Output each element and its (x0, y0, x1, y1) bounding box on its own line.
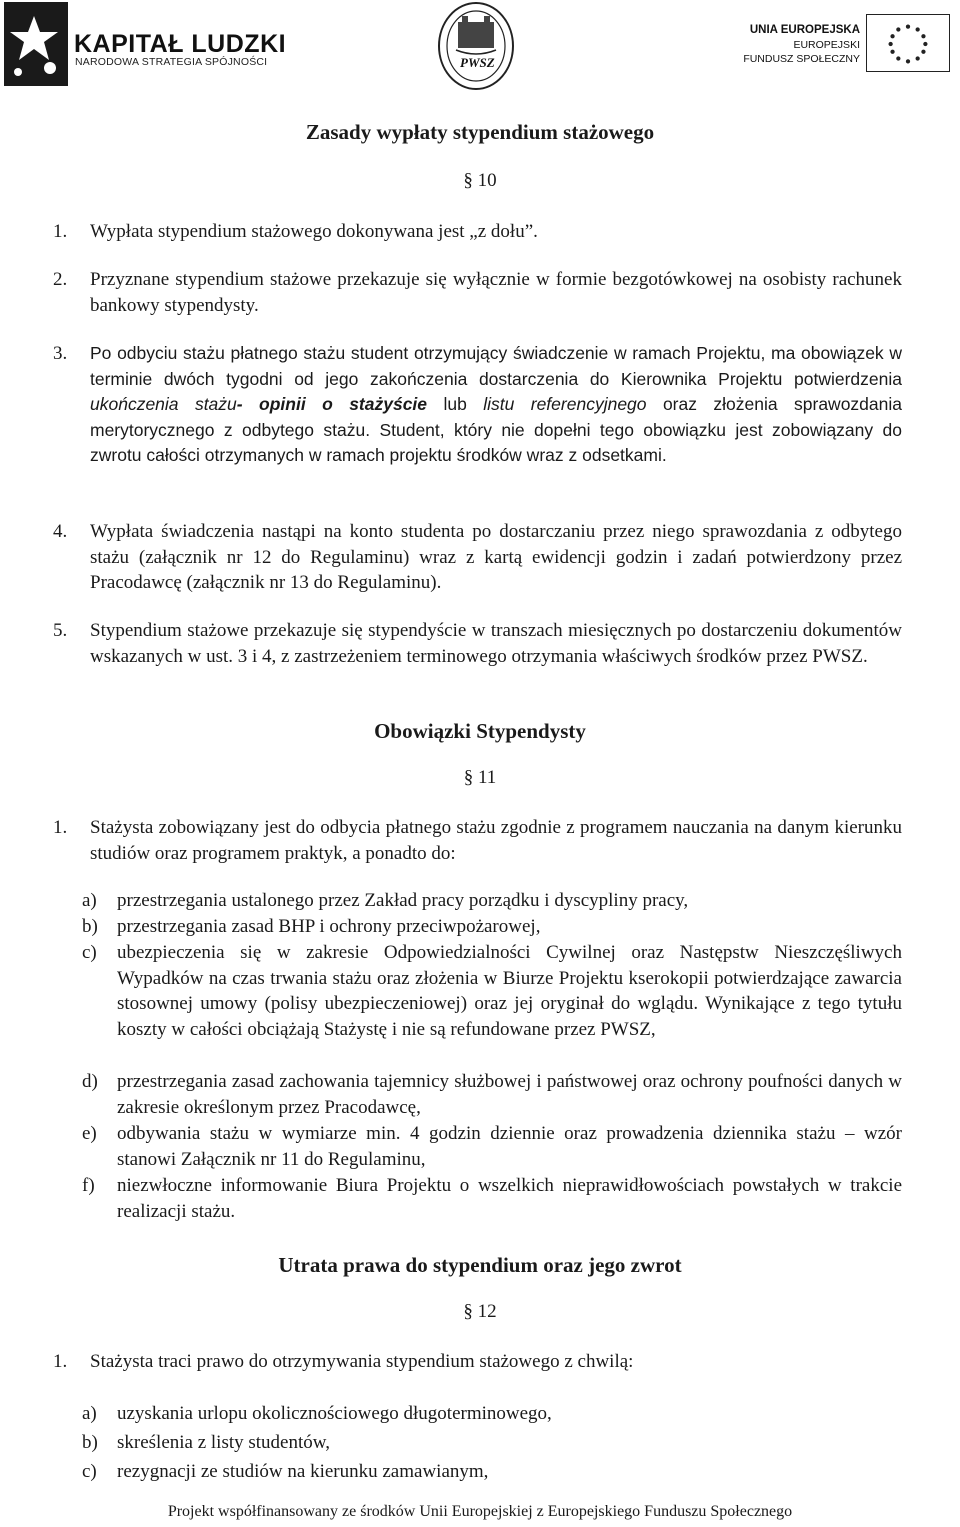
list-item: Przyznane stypendium stażowe przekazuje się wyłącznie w formie bezgotówkowej na osobisty rachunek bankowy stypendysty. (90, 269, 902, 316)
item-number: 1. (53, 221, 68, 242)
item-number: 3. (53, 343, 68, 364)
list-item: Stypendium stażowe przekazuje się stypendyście w transzach miesięcznych po dostarczeniu dokumentów wskazanych w ust. 3 i 4, z zastrzeżeniem terminowego otrzymania właściwych środków przez PWSZ. (90, 620, 902, 667)
section-11-intro: Stażysta zobowiązany jest do odbycia płatnego stażu zgodnie z programem nauczania na danym kierunku studiów oraz programem praktyk, a ponadto do: (90, 817, 902, 864)
eu-logo-line2: EUROPEJSKI (793, 39, 860, 51)
item-letter: c) (82, 942, 97, 963)
list-item: przestrzegania zasad BHP i ochrony przeciwpożarowej, (117, 916, 541, 937)
italic-text: listu referencyjnego (483, 394, 647, 415)
section-12-paragraph-mark: § 12 (463, 1301, 497, 1322)
item-letter: b) (82, 1432, 98, 1453)
item-number: 1. (53, 1351, 68, 1372)
section-12-title: Utrata prawa do stypendium oraz jego zwrot (278, 1253, 682, 1277)
page-footer: Projekt współfinansowany ze środków Unii Europejskiej z Europejskiego Funduszu Społecznego (167, 1503, 793, 1520)
item-number: 1. (53, 817, 68, 838)
item-number: 2. (53, 269, 68, 290)
section-10-title: Zasady wypłaty stypendium stażowego (305, 120, 655, 144)
list-item: uzyskania urlopu okolicznościowego długoterminowego, (117, 1403, 552, 1424)
section-11-title: Obowiązki Stypendysty (374, 719, 586, 743)
list-item: Wypłata świadczenia nastąpi na konto studenta po dostarczaniu przez niego sprawozdania z odbytego stażu (załącznik nr 12 do Regulaminu) wraz z kartą ewidencji godzin i zadań potwierdzony przez Pracodawcę (załącznik nr 13 do Regulaminu). (90, 521, 902, 594)
item-letter: c) (82, 1461, 97, 1482)
item-letter: b) (82, 916, 98, 937)
list-item: odbywania stażu w wymiarze min. 4 godzin dziennie oraz prowadzenia dziennika stażu – wzór stanowi Załącznik nr 11 do Regulaminu, (117, 1123, 902, 1170)
section-11-paragraph-mark: § 11 (463, 767, 497, 788)
section-10-paragraph-mark: § 10 (463, 170, 497, 191)
item-letter: a) (82, 890, 97, 911)
list-item: ubezpieczenia się w zakresie Odpowiedzialności Cywilnej oraz Następstw Nieszczęśliwych Wypadków na czas trwania stażu oraz złożenia w Biurze Projektu kserokopii potwierdzające zawarcia stosownej umowy (polisy ubezpieczeniowej) oraz jej oryginał do wglądu. Wynikające z tego tytułu koszty w całości obciążają Stażystę i nie są refundowane przez PWSZ, (117, 942, 902, 1040)
kapital-ludzki-title: KAPITAŁ LUDZKI (74, 30, 287, 58)
bold-italic-text: - opinii o stażyście (236, 394, 428, 415)
pwsz-seal-text: PWSZ (460, 55, 495, 70)
italic-text: ukończenia stażu (90, 394, 237, 415)
eu-logo (743, 14, 956, 74)
item-letter: e) (82, 1123, 97, 1144)
item-letter: d) (82, 1071, 98, 1092)
kapital-ludzki-subtitle: NARODOWA STRATEGIA SPÓJNOŚCI (75, 56, 268, 68)
list-item: przestrzegania ustalonego przez Zakład pracy porządku i dyscypliny pracy, (117, 890, 689, 911)
eu-logo-line3: FUNDUSZ SPOŁECZNY (743, 53, 860, 65)
kapital-ludzki-logo (4, 2, 287, 86)
list-item: skreślenia z listy studentów, (117, 1432, 331, 1453)
pwsz-seal-logo (436, 0, 516, 92)
eu-flag-icon (866, 14, 950, 72)
list-item: przestrzegania zasad zachowania tajemnicy służbowej i państwowej oraz ochrony poufności danych w zakresie określonym przez Pracodawcę, (117, 1071, 902, 1118)
list-item: Wypłata stypendium stażowego dokonywana jest „z dołu”. (90, 221, 538, 242)
pwsz-seal-icon (436, 0, 516, 92)
list-item: niezwłoczne informowanie Biura Projektu o wszelkich nieprawidłowościach powstałych w trakcie realizacji stażu. (117, 1175, 902, 1222)
item-number: 4. (53, 521, 68, 542)
item-number: 5. (53, 620, 68, 641)
eu-logo-line1: UNIA EUROPEJSKA (749, 24, 860, 36)
item-letter: a) (82, 1403, 97, 1424)
list-item: Po odbyciu stażu płatnego stażu student otrzymujący świadczenie w ramach Projektu, ma obowiązek w terminie dwóch tygodni od jego zakończenia dostarczenia do Kierownika Projektu potwierdzenia ukończenia stażu- opinii o stażyście lub listu referencyjnego oraz złożenia sprawozdania merytorycznego z odbytego stażu. Student, który nie dopełni tego obowiązku jest zobowiązany do zwrotu całości otrzymanych w ramach projektu środków wraz z odsetkami. (90, 343, 902, 466)
kapital-ludzki-star-icon (4, 2, 68, 86)
section-12-intro: Stażysta traci prawo do otrzymywania stypendium stażowego z chwilą: (90, 1351, 634, 1372)
list-item: rezygnacji ze studiów na kierunku zamawianym, (117, 1461, 489, 1482)
item-letter: f) (82, 1175, 95, 1196)
